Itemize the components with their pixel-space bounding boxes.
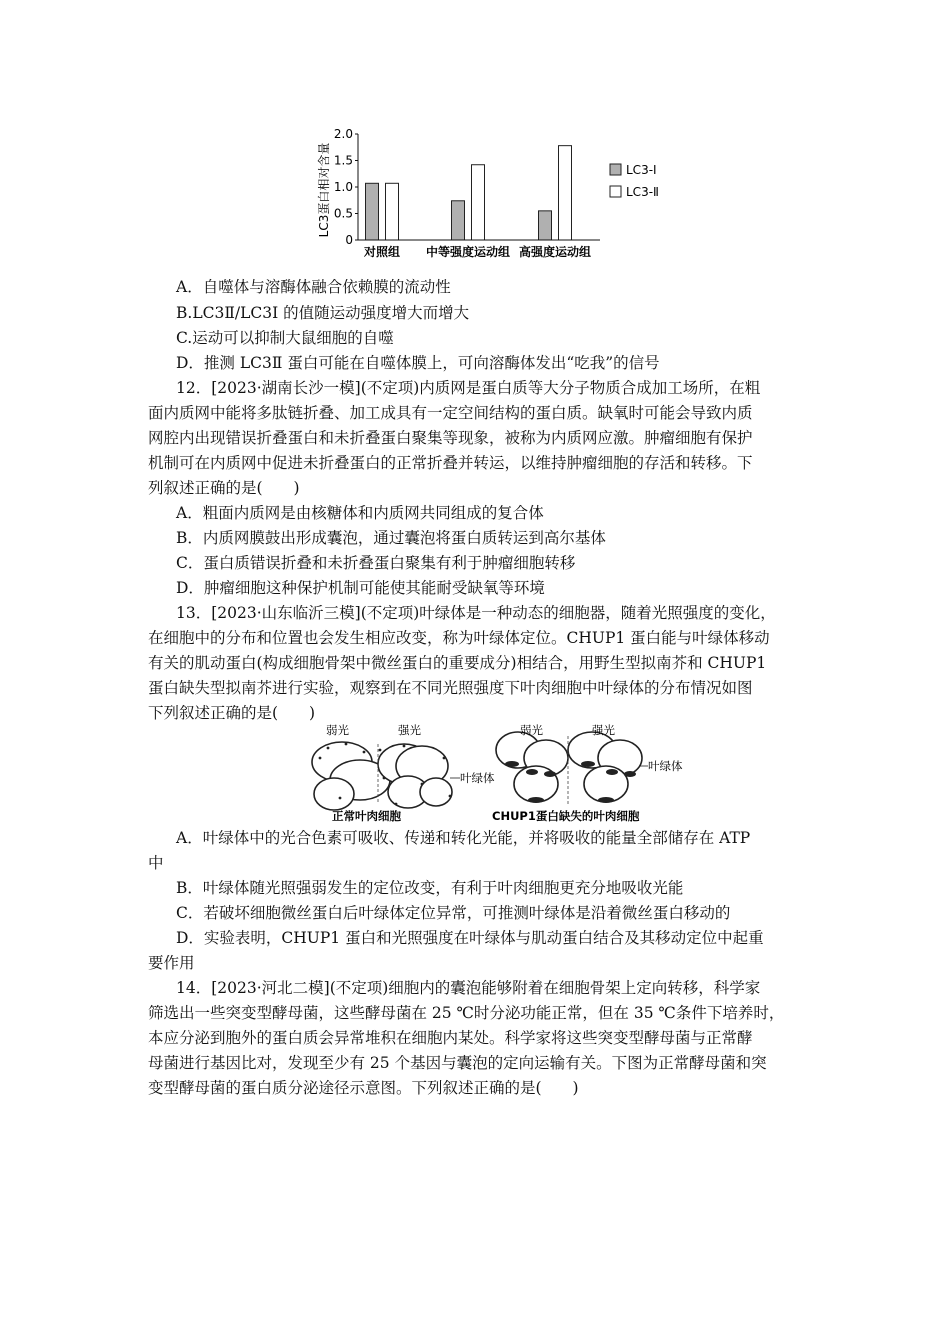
q12-option-a: A．粗面内质网是由核糖体和内质网共同组成的复合体 <box>176 504 544 522</box>
q12-stem-line3: 网腔内出现错误折叠蛋白和未折叠蛋白聚集等现象，被称为内质网应激。肿瘤细胞有保护 <box>148 429 753 447</box>
q14-stem-line4: 母菌进行基因比对，发现至少有 25 个基因与囊泡的定向运输有关。下图为正常酵母菌和突 <box>148 1054 767 1072</box>
q11-option-c: C.运动可以抑制大鼠细胞的自噬 <box>176 329 394 347</box>
q12-option-c: C．蛋白质错误折叠和未折叠蛋白聚集有利于肿瘤细胞转移 <box>176 554 576 572</box>
q11-option-a: A．自噬体与溶酶体融合依赖膜的流动性 <box>176 278 451 296</box>
lc3-bar-chart <box>310 118 690 268</box>
q13-stem-line5: 下列叙述正确的是( ) <box>148 704 316 722</box>
q13-option-d-line2: 要作用 <box>148 954 195 972</box>
q14-stem-line1: 14．[2023·河北二模](不定项)细胞内的囊泡能够附着在细胞骨架上定向转移，科学家 <box>176 979 761 997</box>
bar-lc3-ii <box>472 165 485 240</box>
y-tick-label: 1.0 <box>333 180 353 194</box>
q12-stem-line2: 面内质网中能将多肽链折叠、加工成具有一定空间结构的蛋白质。缺氧时可能会导致内质 <box>148 404 753 422</box>
q12-option-d: D．肿瘤细胞这种保护机制可能使其能耐受缺氧等环境 <box>176 579 545 597</box>
mutant-cell-caption: CHUP1蛋白缺失的叶肉细胞 <box>492 809 640 822</box>
normal-cell-caption: 正常叶肉细胞 <box>332 809 401 822</box>
x-category-label: 对照组 <box>363 245 401 259</box>
mutant-chloroplast-label: 叶绿体 <box>648 759 683 773</box>
legend-label: LC3-Ⅱ <box>626 185 659 199</box>
q14-stem-line5: 变型酵母菌的蛋白质分泌途径示意图。下列叙述正确的是( ) <box>148 1079 579 1097</box>
normal-strong-light-label: 强光 <box>398 723 421 737</box>
q12-stem-line5: 列叙述正确的是( ) <box>148 479 300 497</box>
y-tick-label: 2.0 <box>333 127 353 141</box>
q14-stem-line2: 筛选出一些突变型酵母菌，这些酵母菌在 25 ℃时分泌功能正常，但在 35 ℃条件下培养时， <box>148 1004 785 1022</box>
x-category-label: 高强度运动组 <box>518 245 592 259</box>
q13-option-a-line2: 中 <box>148 854 164 872</box>
normal-cells <box>312 742 452 810</box>
mutant-cells <box>496 732 642 802</box>
y-axis-label: LC3蛋白相对含量 <box>317 142 331 238</box>
legend-label: LC3-Ⅰ <box>626 163 657 177</box>
normal-weak-light-label: 弱光 <box>326 723 349 737</box>
q12-option-b: B．内质网膜鼓出形成囊泡，通过囊泡将蛋白质转运到高尔基体 <box>176 529 606 547</box>
q13-option-b: B．叶绿体随光照强弱发生的定位改变，有利于叶肉细胞更充分地吸收光能 <box>176 879 684 897</box>
bar-lc3-i <box>539 211 552 240</box>
y-tick-label: 0 <box>345 233 353 247</box>
q11-option-b: B.LC3Ⅱ/LC3Ⅰ 的值随运动强度增大而增大 <box>176 304 470 322</box>
legend-swatch <box>610 186 621 197</box>
y-tick-label: 1.5 <box>333 153 353 168</box>
q14-stem-line3: 本应分泌到胞外的蛋白质会异常堆积在细胞内某处。科学家将这些突变型酵母菌与正常酵 <box>148 1029 753 1047</box>
q12-stem-line4: 机制可在内质网中促进未折叠蛋白的正常折叠并转运，以维持肿瘤细胞的存活和转移。下 <box>148 454 753 472</box>
q13-stem-line4: 蛋白缺失型拟南芥进行实验，观察到在不同光照强度下叶肉细胞中叶绿体的分布情况如图 <box>148 679 753 697</box>
bar-lc3-i <box>366 183 379 240</box>
x-category-label: 中等强度运动组 <box>425 245 511 259</box>
mutant-weak-light-label: 弱光 <box>520 723 543 737</box>
q11-option-d: D．推测 LC3Ⅱ 蛋白可能在自噬体膜上，可向溶酶体发出“吃我”的信号 <box>176 354 660 372</box>
mutant-strong-light-label: 强光 <box>592 723 615 737</box>
q13-option-a-line1: A．叶绿体中的光合色素可吸收、传递和转化光能，并将吸收的能量全部储存在 ATP <box>176 829 751 847</box>
legend-swatch <box>610 164 621 175</box>
q13-option-c: C．若破坏细胞微丝蛋白后叶绿体定位异常，可推测叶绿体是沿着微丝蛋白移动的 <box>176 904 731 922</box>
q13-stem-line1: 13．[2023·山东临沂三模](不定项)叶绿体是一种动态的细胞器，随着光照强度的变化， <box>176 604 776 622</box>
normal-chloroplast-label: 叶绿体 <box>460 771 495 785</box>
bar-lc3-ii <box>386 183 399 240</box>
q12-stem-line1: 12．[2023·湖南长沙一模](不定项)内质网是蛋白质等大分子物质合成加工场所，在粗 <box>176 379 761 397</box>
y-tick-label: 0.5 <box>333 206 353 221</box>
chloroplast-figure <box>300 722 700 822</box>
bar-lc3-i <box>452 201 465 240</box>
q13-option-d-line1: D．实验表明，CHUP1 蛋白和光照强度在叶绿体与肌动蛋白结合及其移动定位中起重 <box>176 929 764 947</box>
q13-stem-line3: 有关的肌动蛋白(构成细胞骨架中微丝蛋白的重要成分)相结合，用野生型拟南芥和 CHUP1 <box>148 654 767 672</box>
bar-lc3-ii <box>559 146 572 240</box>
q13-stem-line2: 在细胞中的分布和位置也会发生相应改变，称为叶绿体定位。CHUP1 蛋白能与叶绿体移动 <box>148 629 770 647</box>
